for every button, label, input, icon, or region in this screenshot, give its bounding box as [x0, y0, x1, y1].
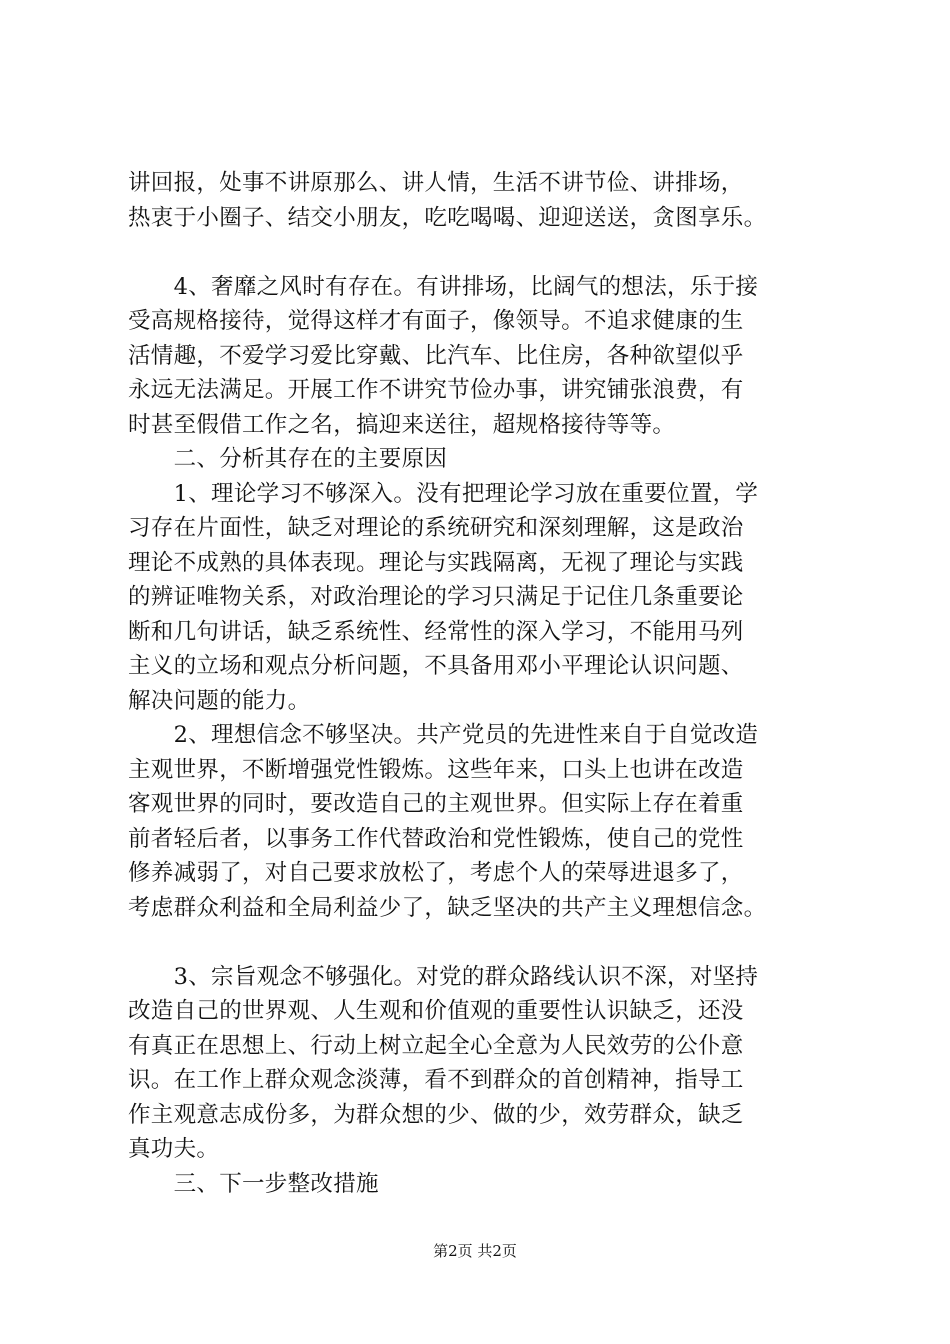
text-line: 断和几句讲话，缺乏系统性、经常性的深入学习，不能用马列: [128, 618, 744, 645]
paragraph-gap: [128, 925, 858, 960]
text-line: 1、理论学习不够深入。没有把理论学习放在重要位置，学: [128, 480, 759, 507]
text-line: 三、下一步整改措施: [128, 1170, 379, 1197]
text-line: 热衷于小圈子、结交小朋友，吃吃喝喝、迎迎送送，贪图享乐。: [128, 204, 767, 231]
text-line: 解决问题的能力。: [128, 687, 311, 714]
text-line: 二、分析其存在的主要原因: [128, 446, 448, 472]
text-line: 主义的立场和观点分析问题，不具备用邓小平理论认识问题、: [128, 653, 744, 679]
paragraph-gap: [128, 235, 858, 270]
text-line: 4、奢靡之风时有存在。有讲排场，比阔气的想法，乐于接: [128, 273, 759, 300]
text-line: 讲回报，处事不讲原那么、讲人情，生活不讲节俭、讲排场，: [128, 170, 744, 196]
text-line: 习存在片面性，缺乏对理论的系统研究和深刻理解，这是政治: [128, 515, 744, 541]
text-line: 修养减弱了，对自己要求放松了，考虑个人的荣辱进退多了，: [128, 860, 744, 886]
text-line: 时甚至假借工作之名，搞迎来送往，超规格接待等等。: [128, 411, 676, 438]
text-line: 客观世界的同时，要改造自己的主观世界。但实际上存在着重: [128, 791, 744, 817]
text-line: 理论不成熟的具体表现。理论与实践隔离，无视了理论与实践: [128, 549, 744, 576]
text-line: 识。在工作上群众观念淡薄，看不到群众的首创精神，指导工: [128, 1067, 744, 1093]
page-footer: 第2页 共2页: [433, 1242, 517, 1260]
text-line: 2、理想信念不够坚决。共产党员的先进性来自于自觉改造: [128, 722, 759, 748]
text-line: 有真正在思想上、行动上树立起全心全意为人民效劳的公仆意: [128, 1032, 744, 1059]
text-line: 作主观意志成份多，为群众想的少、做的少，效劳群众，缺乏: [128, 1101, 744, 1128]
text-line: 3、宗旨观念不够强化。对党的群众路线认识不深，对坚持: [128, 963, 759, 990]
text-line: 改造自己的世界观、人生观和价值观的重要性认识缺乏，还没: [128, 998, 744, 1024]
text-line: 主观世界，不断增强党性锻炼。这些年来，口头上也讲在改造: [128, 756, 744, 783]
text-line: 真功夫。: [128, 1136, 220, 1162]
text-line: 的辨证唯物关系，对政治理论的学习只满足于记住几条重要论: [128, 584, 744, 610]
text-line: 受高规格接待，觉得这样才有面子，像领导。不追求健康的生: [128, 308, 744, 334]
document-body: [128, 166, 858, 1201]
text-line: 前者轻后者，以事务工作代替政治和党性锻炼，使自己的党性: [128, 825, 744, 852]
text-line: 活情趣，不爱学习爱比穿戴、比汽车、比住房，各种欲望似乎: [128, 342, 744, 369]
text-line: 考虑群众利益和全局利益少了，缺乏坚决的共产主义理想信念。: [128, 894, 767, 921]
text-line: 永远无法满足。开展工作不讲究节俭办事，讲究铺张浪费，有: [128, 377, 744, 403]
